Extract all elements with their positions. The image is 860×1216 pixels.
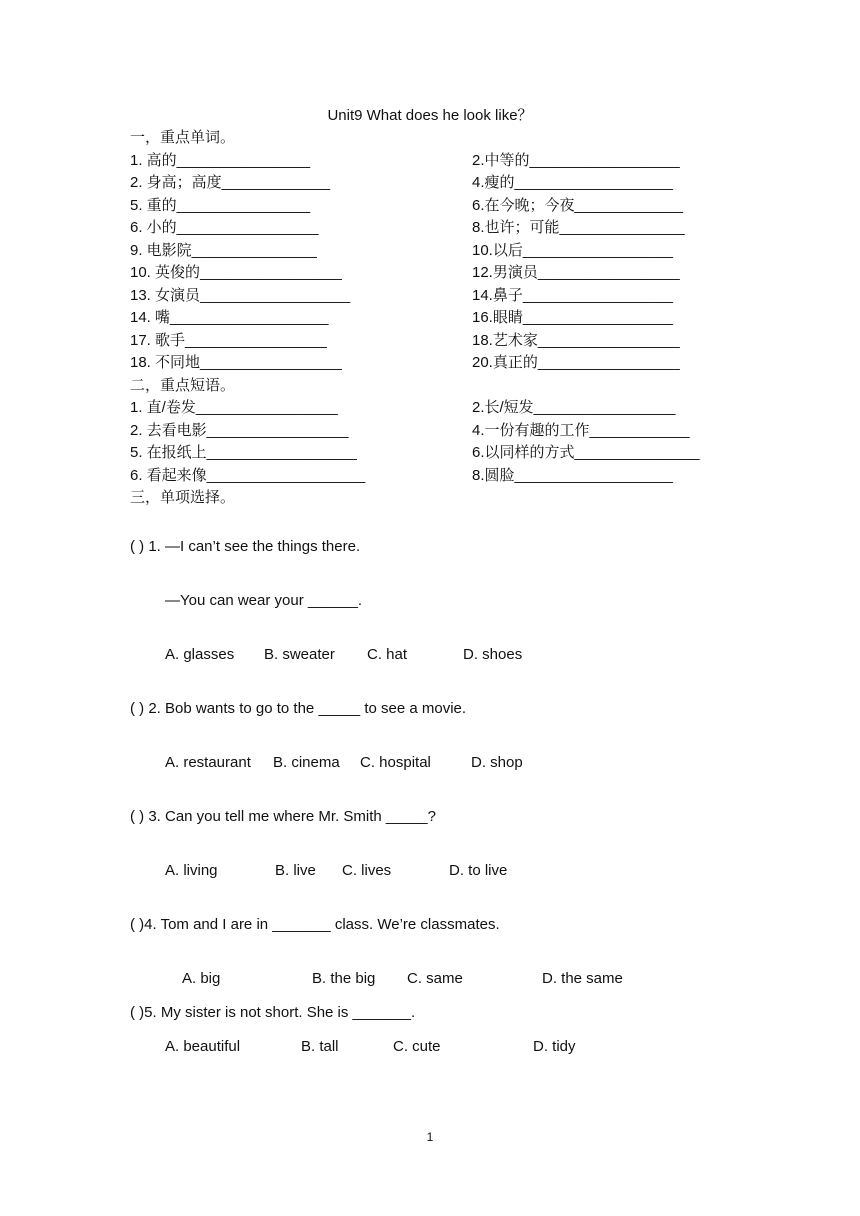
question-stem: ( ) 2. Bob wants to go to the _____ to see a movie. bbox=[130, 700, 467, 717]
option-c: C. same bbox=[407, 970, 463, 987]
phrase-item: 6. 看起来像___________________ bbox=[130, 467, 366, 484]
word-item: 14. 嘴___________________ bbox=[130, 309, 329, 326]
question-stem: ( )4. Tom and I are in _______ class. We’re classmates. bbox=[130, 916, 500, 933]
option-b: B. the big bbox=[312, 970, 376, 987]
section1-heading: 一，重点单词。 bbox=[130, 129, 236, 146]
word-item: 18.艺术家_________________ bbox=[472, 332, 680, 349]
option-c: C. hat bbox=[367, 646, 408, 663]
option-d: D. tidy bbox=[533, 1038, 576, 1055]
word-item: 9. 电影院_______________ bbox=[130, 242, 317, 259]
word-item: 2. 身高；高度_____________ bbox=[130, 174, 331, 191]
option-b: B. tall bbox=[301, 1038, 339, 1055]
word-item: 6. 小的_________________ bbox=[130, 219, 319, 236]
option-a: A. living bbox=[165, 862, 218, 879]
phrase-item: 2.长/短发_________________ bbox=[472, 399, 676, 416]
option-c: C. lives bbox=[342, 862, 392, 879]
word-item: 16.眼睛__________________ bbox=[472, 309, 674, 326]
word-item: 10.以后__________________ bbox=[472, 242, 674, 259]
word-item: 1. 高的________________ bbox=[130, 152, 311, 169]
section2-heading: 二，重点短语。 bbox=[130, 377, 236, 394]
phrase-item: 1. 直/卷发_________________ bbox=[130, 399, 338, 416]
section3-heading: 三，单项选择。 bbox=[130, 489, 236, 506]
phrase-item: 8.圆脸___________________ bbox=[472, 467, 674, 484]
word-item: 18. 不同地_________________ bbox=[130, 354, 342, 371]
phrase-item: 5. 在报纸上__________________ bbox=[130, 444, 357, 461]
word-item: 13. 女演员__________________ bbox=[130, 287, 351, 304]
word-item: 2.中等的__________________ bbox=[472, 152, 680, 169]
option-a: A. beautiful bbox=[165, 1038, 241, 1055]
option-a: A. restaurant bbox=[165, 754, 251, 771]
word-item: 6.在今晚；今夜_____________ bbox=[472, 197, 683, 214]
phrase-item: 6.以同样的方式_______________ bbox=[472, 444, 700, 461]
word-item: 14.鼻子__________________ bbox=[472, 287, 674, 304]
word-item: 17. 歌手_________________ bbox=[130, 332, 327, 349]
option-b: B. sweater bbox=[264, 646, 335, 663]
word-item: 20.真正的_________________ bbox=[472, 354, 680, 371]
word-item: 5. 重的________________ bbox=[130, 197, 311, 214]
question-reply: —You can wear your ______. bbox=[165, 592, 363, 609]
page-number: 1 bbox=[426, 1130, 434, 1144]
word-item: 8.也许；可能_______________ bbox=[472, 219, 685, 236]
question-stem: ( ) 1. —I can’t see the things there. bbox=[130, 538, 361, 555]
question-stem: ( )5. My sister is not short. She is _______. bbox=[130, 1004, 416, 1021]
option-d: D. to live bbox=[449, 862, 508, 879]
option-a: A. big bbox=[182, 970, 221, 987]
word-item: 10. 英俊的_________________ bbox=[130, 264, 342, 281]
option-c: C. cute bbox=[393, 1038, 441, 1055]
option-b: B. live bbox=[275, 862, 316, 879]
phrase-item: 4.一份有趣的工作____________ bbox=[472, 422, 690, 439]
option-a: A. glasses bbox=[165, 646, 235, 663]
page-title: Unit9 What does he look like？ bbox=[327, 107, 533, 124]
option-d: D. the same bbox=[542, 970, 623, 987]
word-item: 12.男演员_________________ bbox=[472, 264, 680, 281]
word-item: 4.瘦的___________________ bbox=[472, 174, 674, 191]
option-d: D. shop bbox=[471, 754, 523, 771]
phrase-item: 2. 去看电影_________________ bbox=[130, 422, 349, 439]
question-stem: ( ) 3. Can you tell me where Mr. Smith _____? bbox=[130, 808, 436, 825]
option-b: B. cinema bbox=[273, 754, 340, 771]
option-c: C. hospital bbox=[360, 754, 431, 771]
option-d: D. shoes bbox=[463, 646, 523, 663]
